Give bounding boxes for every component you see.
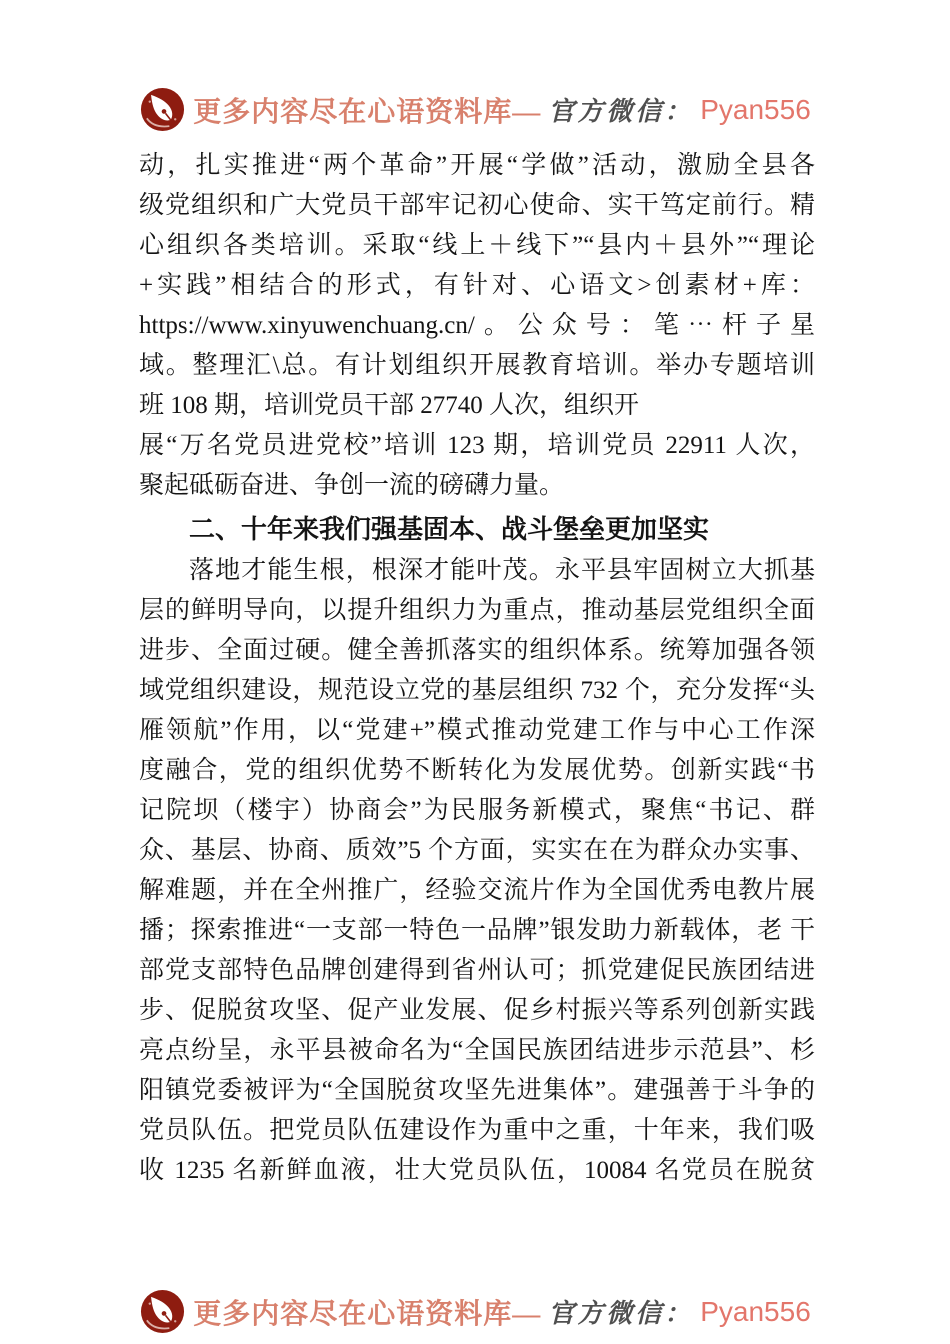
- text-line: 层的鲜明导向，以提升组织力为重点，推动基层党组织全面: [139, 597, 815, 624]
- text-line: 域。整理汇\总。有计划组织开展教育培训。举办专题培训: [139, 352, 815, 379]
- text-line: 步、促脱贫攻坚、促产业发展、促乡村振兴等系列创新实践: [139, 997, 815, 1024]
- text-line: 党员队伍。把党员队伍建设作为重中之重，十年来，我们吸: [139, 1117, 815, 1144]
- section-heading: 二、十年来我们强基固本、战斗堡垒更加坚实: [189, 514, 710, 544]
- text-line: 部党支部特色品牌创建得到省州认可；抓党建促民族团结进: [139, 957, 815, 984]
- text-line: 进步、全面过硬。健全善抓落实的组织体系。统筹加强各领: [139, 637, 815, 664]
- watermark-brand-text: 更多内容尽在心语资料库—: [193, 1298, 542, 1330]
- text-line: 亮点纷呈，永平县被命名为“全国民族团结进步示范县”、杉: [139, 1037, 815, 1064]
- watermark-brand-text: 更多内容尽在心语资料库—: [193, 96, 542, 128]
- watermark-wechat-account: Pyan556: [700, 1295, 811, 1327]
- text-line: 众、基层、协商、质效”5 个方面，实实在在为群众办实事、: [139, 837, 815, 864]
- text-line: 收 1235 名新鲜血液，壮大党员队伍，10084 名党员在脱贫: [139, 1157, 815, 1184]
- pen-nib-circle-icon: [139, 86, 186, 133]
- text-line: 雁领航”作用，以“党建+”模式推动党建工作与中心工作深: [139, 717, 815, 744]
- text-line: 阳镇党委被评为“全国脱贫攻坚先进集体”。建强善于斗争的: [139, 1077, 815, 1104]
- text-line: 班 108 期，培训党员干部 27740 人次，组织开: [139, 392, 640, 419]
- text-line: 展“万名党员进党校”培训 123 期，培训党员 22911 人次，: [139, 432, 815, 459]
- text-line: 动，扎实推进“两个革命”开展“学做”活动，激励全县各: [139, 152, 815, 179]
- watermark-wechat-label: 官方微信：: [548, 1299, 694, 1328]
- text-line: 解难题，并在全州推广，经验交流片作为全国优秀电教片展: [139, 877, 815, 904]
- text-line: https://www.xinyuwenchuang.cn/。公众号：笔⋯杆子星: [139, 312, 815, 339]
- text-line: 落地才能生根，根深才能叶茂。永平县牢固树立大抓基: [189, 557, 815, 584]
- header-watermark: [0, 86, 950, 133]
- pen-nib-circle-icon: [139, 1288, 186, 1335]
- document-body: [139, 146, 815, 1191]
- text-line: 级党组织和广大党员干部牢记初心使命、实干笃定前行。精: [139, 192, 815, 219]
- text-line: +实践”相结合的形式，有针对、心语文>创素材+库：: [139, 272, 815, 299]
- text-line: 记院坝（楼宇）协商会”为民服务新模式，聚焦“书记、群: [139, 797, 815, 824]
- text-line: 域党组织建设，规范设立党的基层组织 732 个，充分发挥“头: [139, 677, 815, 704]
- footer-watermark: [0, 1288, 950, 1335]
- watermark-wechat-account: Pyan556: [700, 93, 811, 125]
- text-line: 心组织各类培训。采取“线上＋线下”“县内＋县外”“理论: [139, 232, 815, 259]
- text-line: 度融合，党的组织优势不断转化为发展优势。创新实践“书: [139, 757, 815, 784]
- text-line: 播；探索推进“一支部一特色一品牌”银发助力新载体，老 干: [139, 917, 815, 944]
- watermark-wechat-label: 官方微信：: [548, 97, 694, 126]
- text-line: 聚起砥砺奋进、争创一流的磅礴力量。: [139, 472, 565, 499]
